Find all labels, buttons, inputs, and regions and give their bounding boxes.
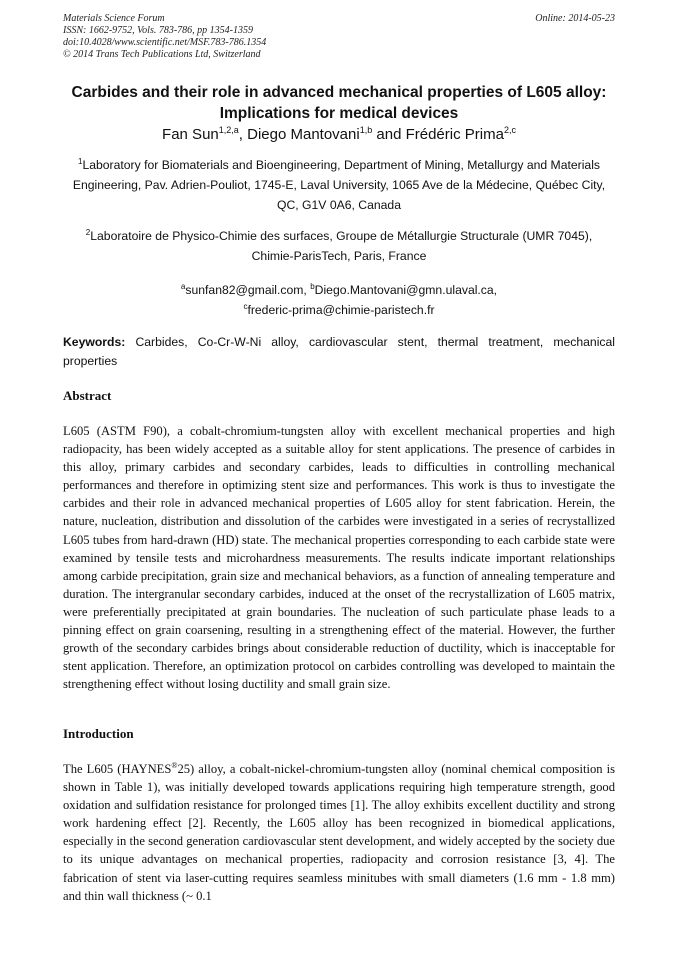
email-b[interactable]: Diego.Mantovani@gmn.ulaval.ca, <box>314 283 498 297</box>
email-c-sup: c <box>243 302 248 311</box>
affiliation-1-line-3: QC, G1V 0A6, Canada <box>277 198 401 212</box>
author-3: and Frédéric Prima <box>372 126 504 143</box>
registered-mark: ® <box>171 761 178 770</box>
affiliation-2-line-2: Chimie-ParisTech, Paris, France <box>251 249 427 263</box>
keywords-text: Carbides, Co-Cr-W-Ni alloy, cardiovascular stent, thermal treatment, mechanical properties <box>63 335 616 368</box>
keywords-label: Keywords: <box>63 335 126 349</box>
affiliation-1-line-2: Engineering, Pav. Adrien-Pouliot, 1745-E, Laval University, 1065 Ave de la Médecine, Québec City, <box>72 178 606 192</box>
email-b-sup: b <box>310 282 315 291</box>
author-2-sup: 1,b <box>359 125 373 135</box>
issn-line: ISSN: 1662-9752, Vols. 783-786, pp 1354-1359 <box>63 25 253 36</box>
journal-name: Materials Science Forum <box>63 13 165 24</box>
abstract-heading: Abstract <box>63 388 112 403</box>
author-1: Fan Sun <box>162 126 219 143</box>
intro-text-rest: 25) alloy, a cobalt-nickel-chromium-tungsten alloy (nominal chemical composition is shown in Table 1), was initially developed towards applications requiring high temperature strength, good oxidation and sulfidation resistance for prolonged times [1]. The alloy exhibits excellent ductility and strong work hardening effect [2]. Recently, the L605 alloy has been recognized in biomedical applications, especially in the second generation cardiovascular stent development, and widely accepted by the society due to its unique advantages on mechanical properties, radiopacity and corrosion resistance [3, 4]. The fabrication of stent via laser-cutting requires seamless minitubes with small diameters (1.6 mm - 1.8 mm) and thin wall thickness (~ 0.1 <box>63 762 615 903</box>
affiliation-1 <box>55 155 623 215</box>
affiliation-1-line-1: Laboratory for Biomaterials and Bioengineering, Department of Mining, Metallurgy and Materials <box>82 158 600 172</box>
abstract-text: L605 (ASTM F90), a cobalt-chromium-tungsten alloy with excellent mechanical properties and high radiopacity, has been widely accepted as a suitable alloy for stent applications. The presence of carbides in this alloy, primary carbides and secondary carbides, leads to difficulties in controlling mechanical performances and therefore in optimizing stent size and performances. This work is thus to investigate the carbides and their role in advanced mechanical properties of L605 alloy for stent fabrication. Herein, the nature, nucleation, distribution and dissolution of the carbides were investigated in a series of recrystallized L605 tubes from hard-drawn (HD) state. The mechanical properties corresponding to each carbide state were examined by tensile tests and microhardness measurements. The results indicate important relationships among carbide precipitation, grain size and mechanical behaviors, as a function of annealing temperature and duration. The intergranular secondary carbides, induced at the onset of the recrystallization of L605 matrix, were preferentially precipitated at grain boundaries. The nucleation of such particulate phase leads to a pinning effect on grain coarsening, resulting in a strengthening effect of the material. However, the further growth of the secondary carbides brings about considerable reduction of ductility, which is inacceptable for stent application. Therefore, an optimization protocol on carbides controlling was developed to maintain the strengthening effect without losing ductility and small grain size. <box>63 424 615 692</box>
online-date: Online: 2014-05-23 <box>535 13 615 24</box>
introduction-text <box>63 760 615 905</box>
author-3-sup: 2,c <box>503 125 516 135</box>
copyright-line: © 2014 Trans Tech Publications Ltd, Switzerland <box>63 49 261 60</box>
journal-header <box>63 13 615 61</box>
affiliation-2 <box>55 226 623 266</box>
intro-text-start: The L605 (HAYNES <box>63 762 172 776</box>
email-a[interactable]: sunfan82@gmail.com, <box>185 283 311 297</box>
author-1-sup: 1,2,a <box>218 125 239 135</box>
author-list <box>55 125 623 145</box>
title-line-1: Carbides and their role in advanced mechanical properties of L605 alloy: <box>71 84 607 101</box>
affiliation-2-line-1: Laboratoire de Physico-Chimie des surfaces, Groupe de Métallurgie Structurale (UMR 7045), <box>90 229 593 243</box>
title-line-2: Implications for medical devices <box>219 105 459 122</box>
email-block <box>55 280 623 320</box>
email-c[interactable]: frederic-prima@chimie-paristech.fr <box>247 303 435 317</box>
affiliation-2-sup: 2 <box>85 228 91 237</box>
affiliation-1-sup: 1 <box>77 157 83 166</box>
keywords <box>63 333 615 371</box>
author-2: , Diego Mantovani <box>238 126 360 143</box>
introduction-heading: Introduction <box>63 726 134 741</box>
paper-title <box>55 82 623 124</box>
doi-line: doi:10.4028/www.scientific.net/MSF.783-786.1354 <box>63 37 267 48</box>
email-a-sup: a <box>180 282 186 291</box>
